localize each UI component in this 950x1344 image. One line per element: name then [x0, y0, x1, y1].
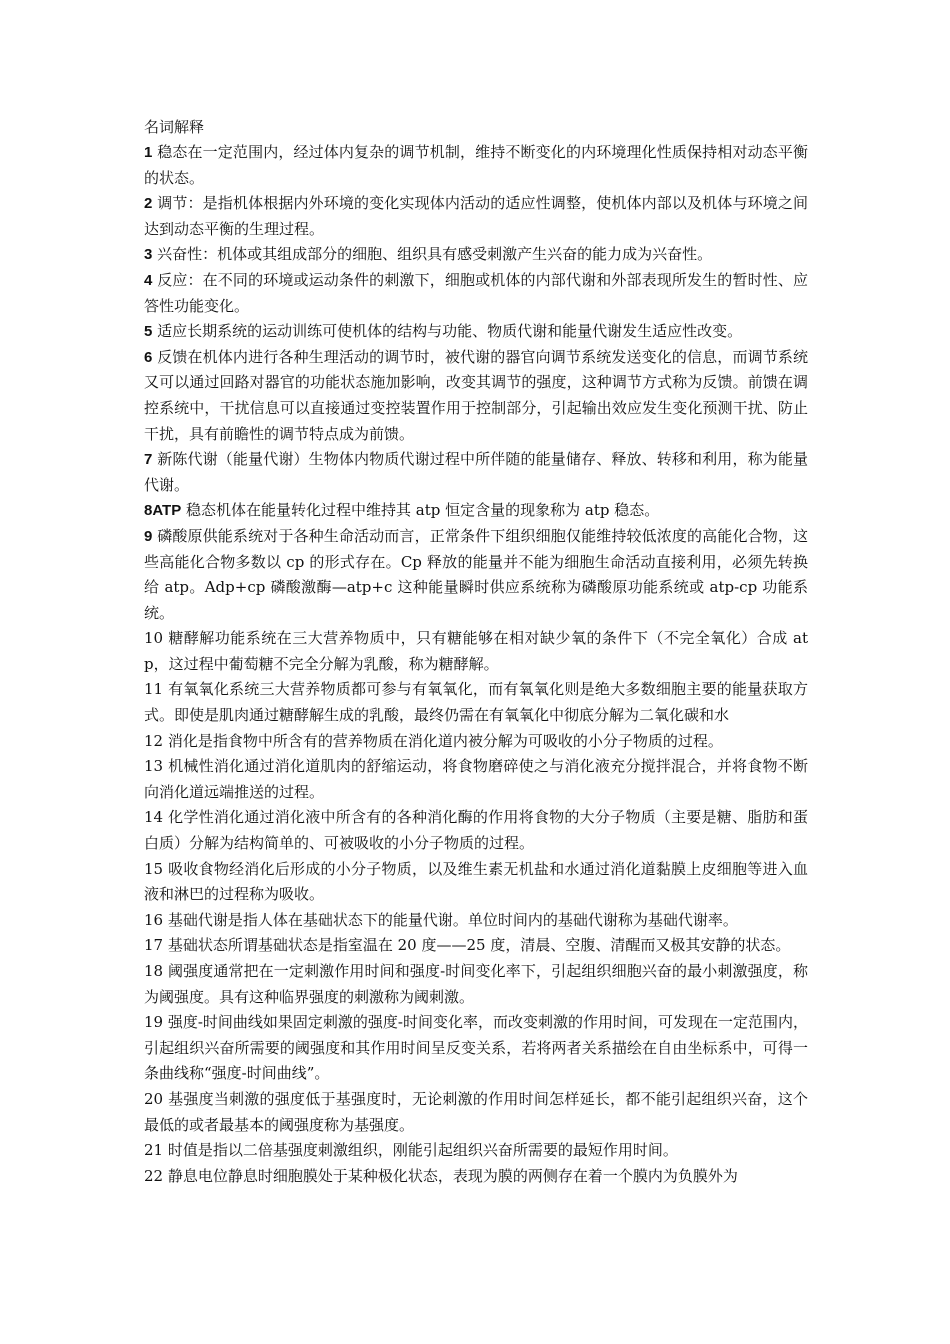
entry-text: 12 消化是指食物中所含有的营养物质在消化道内被分解为可吸收的小分子物质的过程。 [144, 731, 723, 750]
entry-text: 21 时值是指以二倍基强度刺激组织，刚能引起组织兴奋所需要的最短作用时间。 [144, 1141, 678, 1160]
definition-entry [144, 1138, 808, 1164]
entry-text: 10 糖酵解功能系统在三大营养物质中，只有糖能够在相对缺少氧的条件下（不完全氧化）合成 atp，这过程中葡萄糖不完全分解为乳酸，称为糖酵解。 [144, 629, 808, 673]
entry-text: 反馈在机体内进行各种生理活动的调节时，被代谢的器官向调节系统发送变化的信息，而调节系统又可以通过回路对器官的功能状态施加影响，改变其调节的强度，这种调节方式称为反馈。前馈在调控系统中，干扰信息可以直接通过变控装置作用于控制部分，引起输出效应发生变化预测干扰、防止干扰，具有前瞻性的调节特点成为前馈。 [144, 347, 808, 443]
entry-text: 17 基础状态所谓基础状态是指室温在 20 度——25 度，清晨、空腹、清醒而又极其安静的状态。 [144, 936, 791, 955]
entry-number: 8ATP [144, 502, 182, 520]
document-body [144, 115, 808, 1189]
definition-entry [144, 140, 808, 191]
definition-entry [144, 959, 808, 1010]
entry-number: 6 [144, 348, 153, 366]
entry-number: 9 [144, 527, 153, 545]
entry-text: 调节：是指机体根据内外环境的变化实现体内活动的适应性调整，使机体内部以及机体与环境之间达到动态平衡的生理过程。 [144, 194, 808, 238]
entry-number: 3 [144, 246, 153, 264]
definition-entry [144, 242, 808, 268]
entry-text: 13 机械性消化通过消化道肌肉的舒缩运动，将食物磨碎使之与消化液充分搅拌混合，并将食物不断向消化道远端推送的过程。 [144, 757, 808, 801]
definition-entry [144, 729, 808, 755]
entry-number: 7 [144, 451, 153, 469]
entry-number: 5 [144, 323, 153, 341]
definition-entry [144, 524, 808, 626]
entry-text: 20 基强度当刺激的强度低于基强度时，无论刺激的作用时间怎样延长，都不能引起组织兴奋，这个最低的或者最基本的阈强度称为基强度。 [144, 1089, 808, 1134]
entry-text: 14 化学性消化通过消化液中所含有的各种消化酶的作用将食物的大分子物质（主要是糖、脂肪和蛋白质）分解为结构简单的、可被吸收的小分子物质的过程。 [144, 808, 808, 853]
entry-text: 兴奋性：机体或其组成部分的细胞、组织具有感受刺激产生兴奋的能力成为兴奋性。 [152, 245, 713, 264]
definition-entry [144, 345, 808, 447]
document-title: 名词解释 [144, 118, 205, 136]
definition-entry [144, 754, 808, 805]
definition-entry [144, 857, 808, 908]
entry-number: 2 [144, 195, 153, 213]
definition-entry [144, 677, 808, 728]
definition-entry [144, 191, 808, 242]
entry-text: 19 强度-时间曲线如果固定刺激的强度-时间变化率，而改变刺激的作用时间，可发现在一定范围内，引起组织兴奋所需要的阈强度和其作用时间呈反变关系，若将两者关系描绘在自由坐标系中，可得一条曲线称“强度-时间曲线”。 [144, 1013, 808, 1083]
definition-entry [144, 268, 808, 319]
definition-entry [144, 626, 808, 677]
definition-entry [144, 498, 808, 524]
entry-text: 11 有氧氧化系统三大营养物质都可参与有氧氧化，而有氧氧化则是绝大多数细胞主要的能量获取方式。即使是肌肉通过糖酵解生成的乳酸，最终仍需在有氧氧化中彻底分解为二氧化碳和水 [144, 680, 808, 725]
entry-text: 磷酸原供能系统对于各种生命活动而言，正常条件下组织细胞仅能维持较低浓度的高能化合物，这些高能化合物多数以 cp 的形式存在。Cp 释放的能量并不能为细胞生命活动直接利用，必须先转换给 atp。Adp+cp 磷酸激酶—atp+c 这种能量瞬时供应系统称为磷酸原功能系统或 atp-cp 功能系统。 [144, 526, 808, 622]
definition-entry [144, 1087, 808, 1138]
entry-text: 18 阈强度通常把在一定刺激作用时间和强度-时间变化率下，引起组织细胞兴奋的最小刺激强度，称为阈强度。具有这种临界强度的刺激称为阈刺激。 [144, 962, 808, 1006]
entry-text: 适应长期系统的运动训练可使机体的结构与功能、物质代谢和能量代谢发生适应性改变。 [152, 322, 743, 341]
definition-entry [144, 933, 808, 959]
entry-text: 22 静息电位静息时细胞膜处于某种极化状态，表现为膜的两侧存在着一个膜内为负膜外为 [144, 1166, 738, 1185]
definition-entry [144, 1164, 808, 1190]
definition-entry [144, 1010, 808, 1087]
entry-number: 1 [144, 144, 153, 161]
entry-number: 4 [144, 271, 153, 289]
definition-entry [144, 908, 808, 934]
definition-list [144, 140, 808, 1189]
entry-text: 稳态机体在能量转化过程中维持其 atp 恒定含量的现象称为 atp 稳态。 [181, 501, 660, 520]
entry-text: 稳态在一定范围内，经过体内复杂的调节机制，维持不断变化的内环境理化性质保持相对动态平衡的状态。 [144, 143, 808, 187]
entry-text: 新陈代谢（能量代谢）生物体内物质代谢过程中所伴随的能量储存、释放、转移和利用，称为能量代谢。 [144, 450, 808, 494]
definition-entry [144, 319, 808, 345]
definition-entry [144, 805, 808, 856]
entry-text: 15 吸收食物经消化后形成的小分子物质，以及维生素无机盐和水通过消化道黏膜上皮细胞等进入血液和淋巴的过程称为吸收。 [144, 859, 808, 904]
entry-text: 16 基础代谢是指人体在基础状态下的能量代谢。单位时间内的基础代谢称为基础代谢率。 [144, 910, 738, 929]
entry-text: 反应：在不同的环境或运动条件的刺激下，细胞或机体的内部代谢和外部表现所发生的暂时性、应答性功能变化。 [144, 270, 808, 315]
definition-entry [144, 447, 808, 498]
